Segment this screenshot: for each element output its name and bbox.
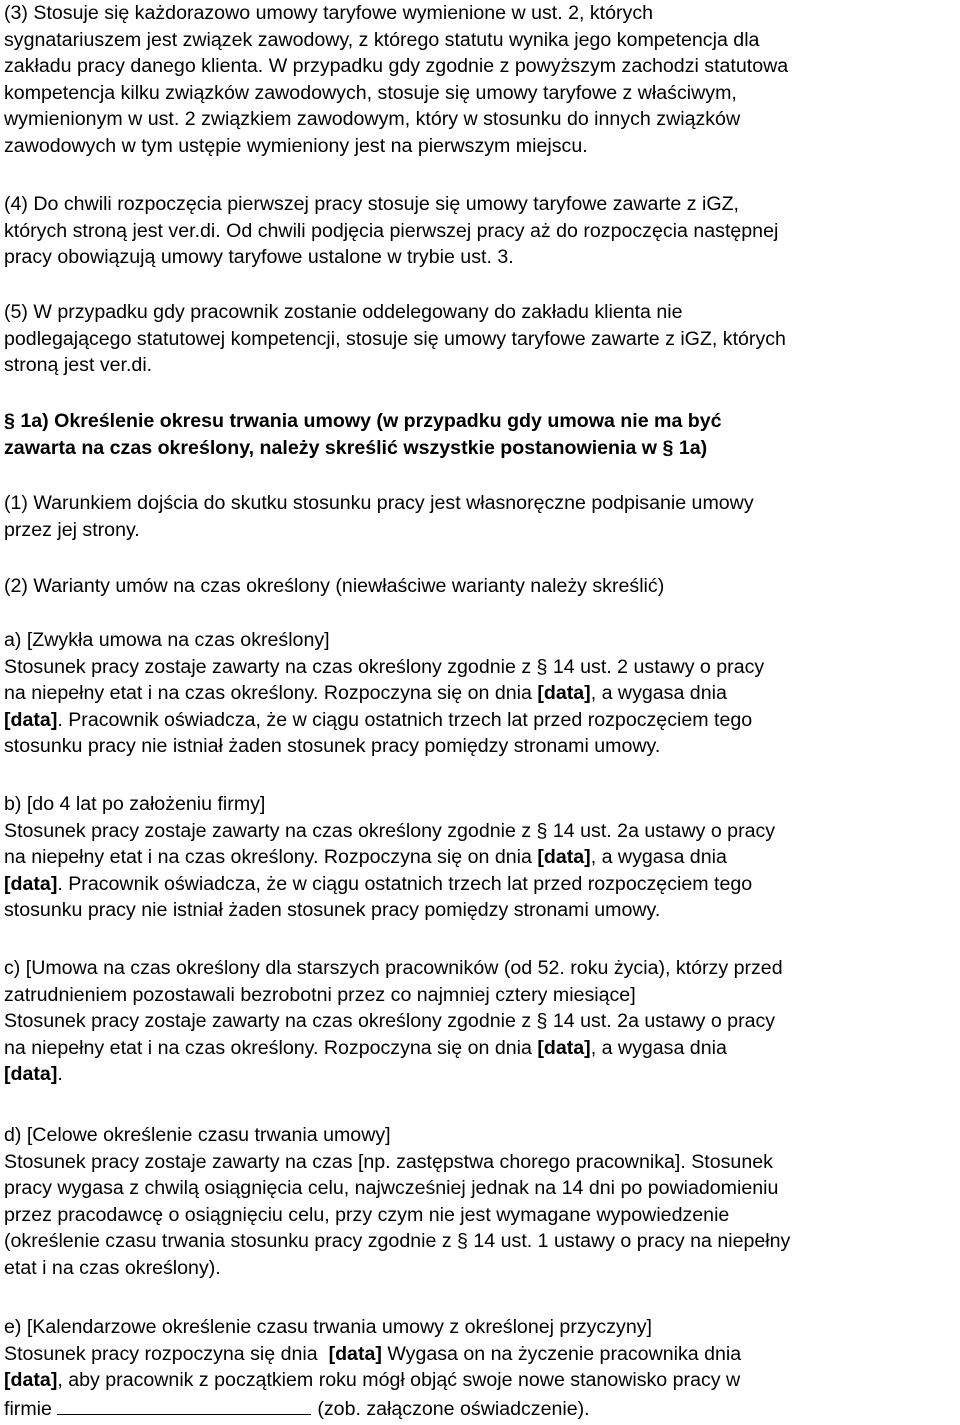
text-line: których stroną jest ver.di. Od chwili podjęcia pierwszej pracy aż do rozpoczęcia następnej (4, 219, 779, 242)
text-line: stosunku pracy nie istniał żaden stosunek pracy pomiędzy stronami umowy. (4, 735, 661, 758)
text-line: Stosunek pracy zostaje zawarty na czas [np. zastępstwa chorego pracownika]. Stosunek (4, 1150, 773, 1173)
date-placeholder: [data] (328, 1342, 382, 1365)
text-line: na niepełny etat i na czas określony. Rozpoczyna się on dnia [data], a wygasa dnia (4, 1036, 727, 1059)
paragraph-5 (4, 299, 954, 379)
date-placeholder: [data] (4, 1063, 58, 1086)
date-placeholder: [data] (537, 1036, 591, 1059)
text-line: podlegającego statutowej kompetencji, stosuje się umowy taryfowe zawarte z iGZ, których (4, 327, 786, 350)
text-line: pracy wygasa z chwilą osiągnięcia celu, najwcześniej jednak na 14 dni po powiadomieniu (4, 1177, 779, 1200)
heading-line: § 1a) Określenie okresu trwania umowy (w przypadku gdy umowa nie ma być (4, 410, 722, 432)
text-line: (4) Do chwili rozpoczęcia pierwszej pracy stosuje się umowy taryfowe zawarte z iGZ, (4, 193, 740, 215)
variant-title: zatrudnieniem pozostawali bezrobotni przez co najmniej cztery miesiące] (4, 983, 636, 1006)
text-line: [data], aby pracownik z początkiem roku mógł objąć swoje nowe stanowisko pracy w (4, 1369, 741, 1392)
text-line: Stosunek pracy zostaje zawarty na czas określony zgodnie z § 14 ust. 2 ustawy o pracy (4, 655, 765, 678)
variant-a (4, 627, 954, 760)
text-line: przez pracodawcę o osiągnięciu celu, przy czym nie jest wymagane wypowiedzenie (4, 1203, 730, 1226)
variant-title: c) [Umowa na czas określony dla starszych pracowników (od 52. roku życia), którzy przed (4, 957, 783, 979)
date-placeholder: [data] (4, 708, 58, 731)
text-line: wymienionym w ust. 2 związkiem zawodowym, który w stosunku do innych związków (4, 108, 741, 131)
text-line: na niepełny etat i na czas określony. Rozpoczyna się on dnia [data], a wygasa dnia (4, 846, 727, 869)
paragraph-4 (4, 191, 954, 271)
text-line: [data]. Pracownik oświadcza, że w ciągu ostatnich trzech lat przed rozpoczęciem tego (4, 872, 753, 895)
variant-title: d) [Celowe określenie czasu trwania umowy] (4, 1124, 391, 1146)
date-placeholder: [data] (537, 846, 591, 869)
fill-in-blank[interactable] (57, 1394, 311, 1415)
text-line: etat i na czas określony). (4, 1256, 221, 1279)
heading-line: zawarta na czas określony, należy skreślić wszystkie postanowienia w § 1a) (4, 436, 708, 459)
text-line: kompetencja kilku związków zawodowych, stosuje się umowy taryfowe z właściwym, (4, 81, 737, 104)
text-line: sygnatariuszem jest związek zawodowy, z którego statutu wynika jego kompetencja dla (4, 28, 760, 51)
text-line: zakładu pracy danego klienta. W przypadku gdy zgodnie z powyższym zachodzi statutowa (4, 55, 789, 78)
clause-2 (4, 573, 954, 600)
section-heading (4, 408, 954, 461)
text-line: pracy obowiązują umowy taryfowe ustalone w trybie ust. 3. (4, 246, 514, 269)
date-placeholder: [data] (537, 682, 591, 705)
text-line: (1) Warunkiem dojścia do skutku stosunku pracy jest własnoręczne podpisanie umowy (4, 492, 754, 514)
variant-d (4, 1122, 954, 1282)
text-line: przez jej strony. (4, 518, 140, 541)
text-line: stroną jest ver.di. (4, 354, 153, 377)
variant-e (4, 1314, 954, 1422)
paragraph-3 (4, 0, 954, 160)
clause-1 (4, 490, 954, 543)
text-line: (określenie czasu trwania stosunku pracy zgodnie z § 14 ust. 1 ustawy o pracy na niepełny (4, 1230, 791, 1253)
variant-title: a) [Zwykła umowa na czas określony] (4, 629, 330, 651)
text-line: stosunku pracy nie istniał żaden stosunek pracy pomiędzy stronami umowy. (4, 899, 661, 922)
text-line: Stosunek pracy zostaje zawarty na czas określony zgodnie z § 14 ust. 2a ustawy o pracy (4, 1010, 776, 1033)
variant-title: b) [do 4 lat po założeniu firmy] (4, 793, 266, 815)
text-line: zawodowych w tym ustępie wymieniony jest na pierwszym miejscu. (4, 134, 588, 157)
text-line: (2) Warianty umów na czas określony (niewłaściwe warianty należy skreślić) (4, 575, 665, 597)
text-line: (3) Stosuje się każdorazowo umowy taryfowe wymienione w ust. 2, których (4, 2, 654, 24)
date-placeholder: [data] (4, 1369, 58, 1392)
text-line: [data]. Pracownik oświadcza, że w ciągu ostatnich trzech lat przed rozpoczęciem tego (4, 708, 753, 731)
variant-b (4, 791, 954, 924)
variant-c (4, 955, 954, 1088)
text-line: na niepełny etat i na czas określony. Rozpoczyna się on dnia [data], a wygasa dnia (4, 682, 727, 705)
text-line: firmie (zob. załączone oświadczenie). (4, 1394, 954, 1423)
text-line: Stosunek pracy zostaje zawarty na czas określony zgodnie z § 14 ust. 2a ustawy o pracy (4, 819, 776, 842)
text-line: (5) W przypadku gdy pracownik zostanie oddelegowany do zakładu klienta nie (4, 301, 683, 323)
date-placeholder: [data] (4, 872, 58, 895)
variant-title: e) [Kalendarzowe określenie czasu trwania umowy z określonej przyczyny] (4, 1316, 652, 1338)
text-line: Stosunek pracy rozpoczyna się dnia [data] Wygasa on na życzenie pracownika dnia (4, 1342, 742, 1365)
text-line: [data]. (4, 1063, 63, 1086)
